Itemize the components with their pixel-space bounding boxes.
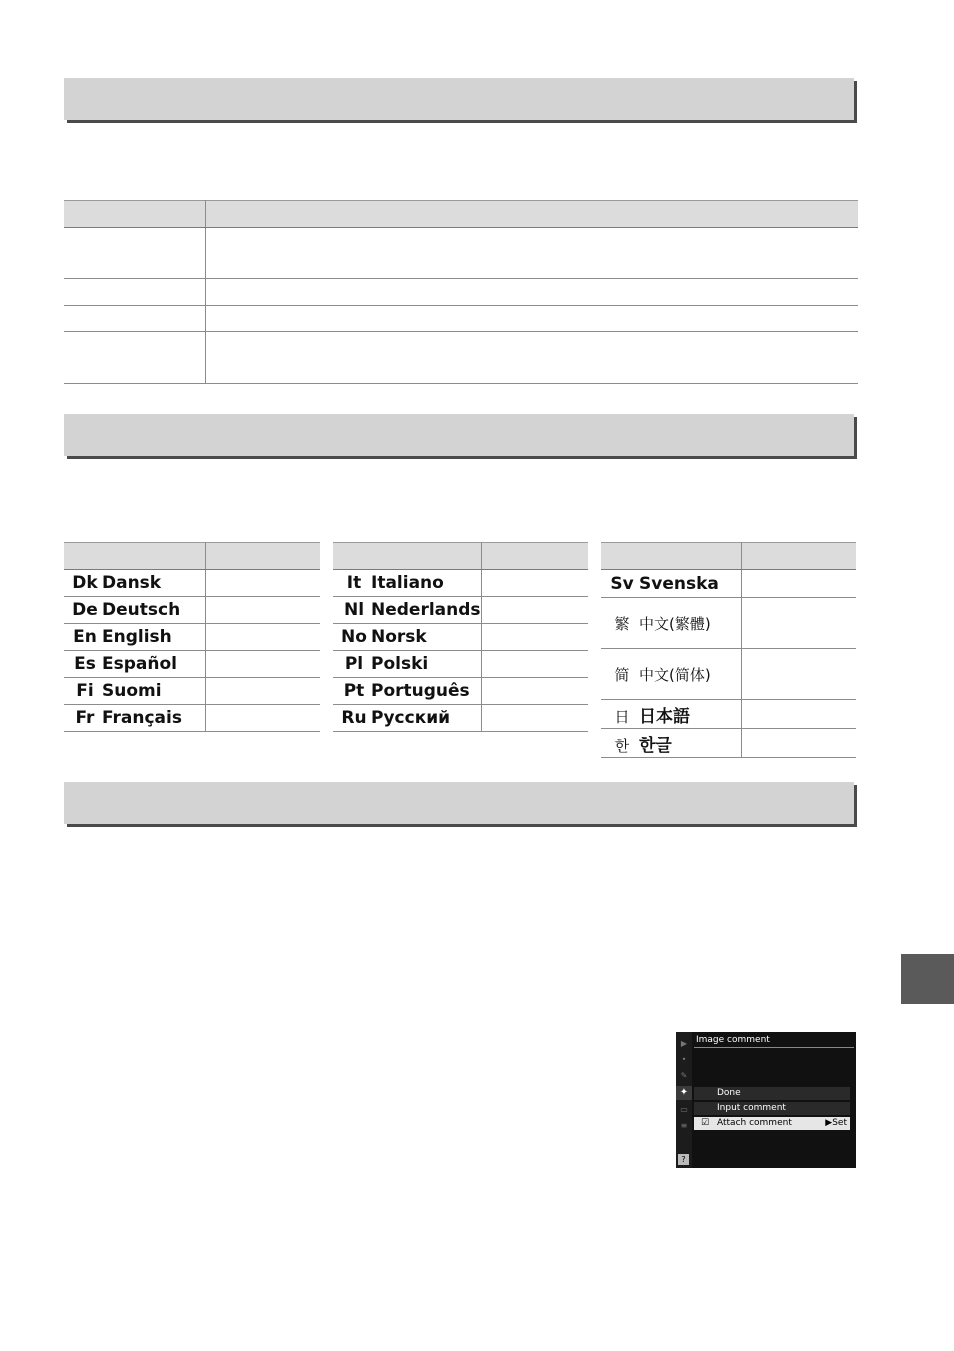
language-code: Dk [72, 573, 98, 593]
table-header-option [64, 201, 206, 228]
set-hint: ▶Set [825, 1118, 847, 1128]
options-table [64, 200, 858, 384]
language-row [601, 729, 856, 758]
language-row [64, 570, 320, 597]
menu-title: Image comment [696, 1035, 770, 1045]
language-row [64, 624, 320, 651]
language-row [601, 700, 856, 729]
language-row [333, 570, 588, 597]
playback-icon: ▶ [680, 1039, 688, 1048]
language-row [64, 597, 320, 624]
language-code: 한 [614, 736, 630, 755]
help-icon: ? [678, 1154, 689, 1165]
language-row [601, 598, 856, 649]
language-code: 简 [614, 665, 630, 684]
title-divider [694, 1047, 854, 1048]
language-row [333, 651, 588, 678]
menu-item-done[interactable]: Done [694, 1087, 850, 1100]
menu-item-input-comment[interactable]: Input comment [694, 1102, 850, 1115]
chapter-tab [901, 954, 954, 1004]
language-name: 日本語 [639, 706, 690, 727]
language-table-1 [64, 542, 320, 732]
language-row [333, 678, 588, 705]
language-row [333, 597, 588, 624]
language-name: 한글 [639, 735, 672, 756]
language-table-2 [333, 542, 588, 732]
language-row [64, 705, 320, 732]
language-name: 中文(简体) [639, 665, 711, 684]
language-code: 日 [614, 707, 630, 726]
section-header-bar-2 [64, 414, 854, 456]
language-row [333, 624, 588, 651]
language-code: En [73, 627, 97, 647]
language-code: Es [74, 654, 96, 674]
language-name: Español [102, 654, 177, 674]
language-name: Français [102, 708, 182, 728]
language-row [601, 570, 856, 598]
language-code: No [341, 627, 367, 647]
section-header-bar-3 [64, 782, 854, 824]
language-row [333, 705, 588, 732]
language-name: Dansk [102, 573, 162, 593]
table-row [64, 306, 858, 332]
language-name: Polski [371, 654, 429, 674]
table-row [64, 332, 858, 384]
language-code: Nl [343, 600, 365, 620]
menu-rail [676, 1032, 692, 1168]
checkbox-icon[interactable]: ☑ [701, 1118, 710, 1128]
section-header-bar-1 [64, 78, 854, 120]
language-name: Русский [371, 708, 451, 728]
table-row [64, 228, 858, 279]
language-name: Deutsch [102, 600, 181, 620]
language-code: Ru [341, 708, 367, 728]
language-code: It [346, 573, 362, 593]
language-name: Suomi [102, 681, 162, 701]
language-name: English [102, 627, 172, 647]
language-code: Sv [610, 573, 634, 594]
language-row [601, 649, 856, 700]
language-code: Fi [76, 681, 94, 701]
language-code: De [72, 600, 98, 620]
retouch-icon: ▭ [680, 1105, 688, 1114]
shooting-icon: • [681, 1055, 687, 1064]
language-name: Norsk [371, 627, 427, 647]
language-row [64, 651, 320, 678]
custom-settings-icon: ✎ [680, 1071, 688, 1080]
language-name: 中文(繁體) [639, 614, 711, 633]
language-code: 繁 [614, 614, 630, 633]
language-name: Italiano [371, 573, 444, 593]
language-code: Pl [344, 654, 364, 674]
language-name: Português [371, 681, 470, 701]
setup-wrench-icon: ✦ [676, 1086, 692, 1100]
camera-menu-screenshot [676, 1032, 856, 1168]
language-name: Nederlands [371, 600, 481, 620]
language-code: Fr [75, 708, 95, 728]
language-table-3 [601, 542, 856, 758]
table-row [64, 279, 858, 306]
menu-item-attach-comment[interactable]: ☑ Attach comment ▶Set [694, 1117, 850, 1130]
my-menu-icon: ≡ [680, 1121, 688, 1130]
language-code: Pt [343, 681, 365, 701]
language-name: Svenska [639, 573, 719, 594]
table-header-description [206, 201, 859, 228]
language-row [64, 678, 320, 705]
